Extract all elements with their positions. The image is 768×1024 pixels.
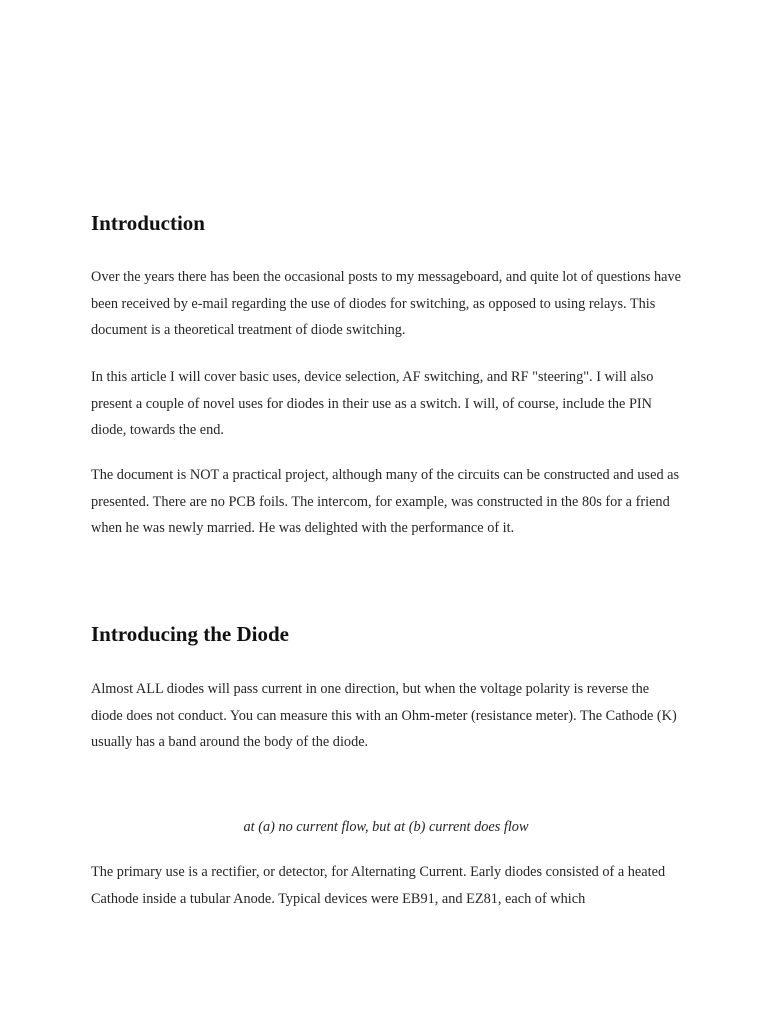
intro-paragraph-1: Over the years there has been the occasional posts to my messageboard, and quite lot of questions have been received by e-mail regarding the use of diodes for switching, as opposed to using relays. This document is a theoretical treatment of diode switching. <box>91 269 681 338</box>
section-heading-introducing-the-diode: Introducing the Diode <box>91 622 289 646</box>
intro-paragraph-2: In this article I will cover basic uses, device selection, AF switching, and RF "steering". I will also present a couple of novel uses for diodes in their use as a switch. I will, of course, include the PIN diode, towards the end. <box>91 369 654 438</box>
diode-paragraph-1: Almost ALL diodes will pass current in one direction, but when the voltage polarity is reverse the diode does not conduct. You can measure this with an Ohm-meter (resistance meter). The Cathode (K) usually has a band around the body of the diode. <box>91 681 677 750</box>
diode-paragraph-2: The primary use is a rectifier, or detector, for Alternating Current. Early diodes consisted of a heated Cathode inside a tubular Anode. Typical devices were EB91, and EZ81, each of which <box>91 864 666 907</box>
intro-paragraph-3: The document is NOT a practical project, although many of the circuits can be constructed and used as presented. There are no PCB foils. The intercom, for example, was constructed in the 80s for a friend when he was newly married. He was delighted with the performance of it. <box>91 467 680 536</box>
section-heading-introduction: Introduction <box>91 211 205 235</box>
figure-caption: at (a) no current flow, but at (b) current does flow <box>243 819 529 835</box>
